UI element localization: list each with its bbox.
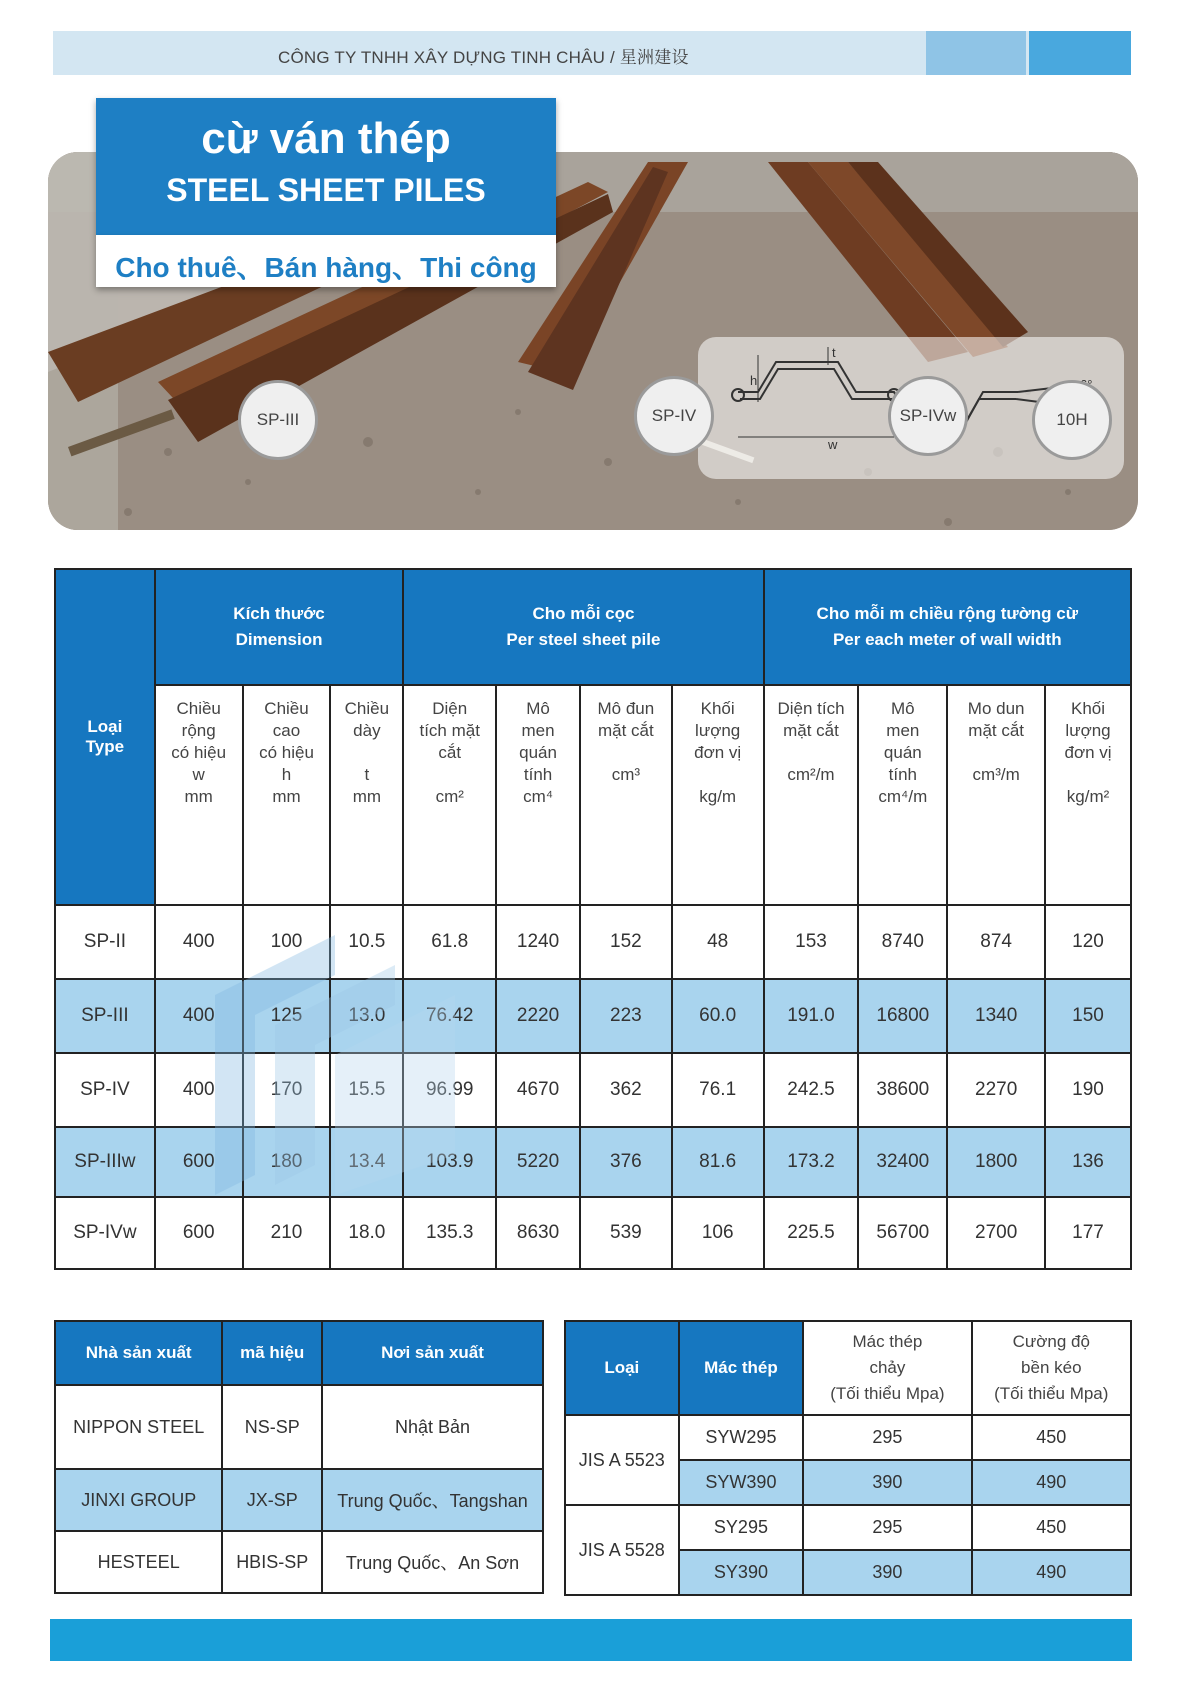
col-area-per-m: Diện tích mặt cắt cm²/m	[764, 685, 859, 905]
company-name: CÔNG TY TNHH XÂY DỰNG TINH CHÂU / 星洲建设	[278, 48, 689, 67]
specification-table	[54, 568, 1132, 1270]
col-area: Diện tích mặt cắt cm²	[403, 685, 496, 905]
table-row: JIS A 5523 SYW295 295 450	[565, 1415, 1131, 1460]
table-row: JINXI GROUP JX-SP Trung Quốc、Tangshan	[55, 1469, 543, 1531]
per-meter-group-header: Cho mỗi m chiều rộng tường cừ Per each meter of wall width	[764, 569, 1131, 685]
per-pile-group-header: Cho mỗi cọc Per steel sheet pile	[403, 569, 763, 685]
table-row: SP-IIIw 600 180 13.4 103.9 5220 376 81.6 173.2 32400 1800 136	[55, 1127, 1131, 1197]
col-thickness: Chiều dày t mm	[330, 685, 403, 905]
header-yield: Mác thép chảy (Tối thiểu Mpa)	[803, 1321, 971, 1415]
header-bar	[53, 31, 1131, 75]
standard-cell: JIS A 5528	[565, 1505, 679, 1595]
standard-cell: JIS A 5523	[565, 1415, 679, 1505]
header-tensile: Cường độ bền kéo (Tối thiểu Mpa)	[972, 1321, 1131, 1415]
header-grade: Mác thép	[679, 1321, 804, 1415]
manufacturer-table	[54, 1320, 544, 1594]
header-code: mã hiệu	[222, 1321, 322, 1385]
badge-10h: 10H	[1032, 380, 1112, 460]
table-row: SP-III 400 125 13.0 76.42 2220 223 60.0 191.0 16800 1340 150	[55, 979, 1131, 1053]
diagram-label-t: t	[832, 345, 836, 360]
col-moment-per-m: Mô men quán tính cm⁴/m	[858, 685, 947, 905]
dimension-group-header: Kích thước Dimension	[155, 569, 404, 685]
header-accent-dark	[1029, 31, 1131, 75]
services-text: Cho thuê、Bán hàng、Thi công	[115, 252, 537, 283]
header-origin: Nơi sản xuất	[322, 1321, 543, 1385]
header-accent-light	[926, 31, 1026, 75]
table-row: SYW390 390 490	[565, 1460, 1131, 1505]
header-type: Loại	[565, 1321, 679, 1415]
title-vietnamese: cừ ván thép	[201, 114, 451, 163]
col-moment: Mô men quán tính cm⁴	[496, 685, 580, 905]
col-height: Chiều cao có hiệu h mm	[243, 685, 331, 905]
header-manufacturer: Nhà sản xuất	[55, 1321, 222, 1385]
table-row: HESTEEL HBIS-SP Trung Quốc、An Sơn	[55, 1531, 543, 1593]
table-row: NIPPON STEEL NS-SP Nhật Bản	[55, 1385, 543, 1469]
steel-grade-table	[564, 1320, 1132, 1596]
services-box	[96, 235, 556, 287]
col-mass: Khối lượng đơn vị kg/m	[672, 685, 764, 905]
type-header: Loại Type	[55, 569, 155, 905]
col-mass-per-m2: Khối lượng đơn vị kg/m²	[1045, 685, 1131, 905]
badge-sp-iv: SP-IV	[634, 376, 714, 456]
table-row: SP-II 400 100 10.5 61.8 1240 152 48 153 8740 874 120	[55, 905, 1131, 979]
table-row: SP-IVw 600 210 18.0 135.3 8630 539 106 225.5 56700 2700 177	[55, 1197, 1131, 1269]
badge-sp-ivw: SP-IVw	[888, 376, 968, 456]
diagram-label-w: w	[828, 437, 838, 452]
col-width: Chiều rộng có hiệu w mm	[155, 685, 243, 905]
col-modulus-per-m: Mo dun mặt cắt cm³/m	[947, 685, 1045, 905]
badge-sp-iii: SP-III	[238, 380, 318, 460]
table-row: SP-IV 400 170 15.5 96.99 4670 362 76.1 242.5 38600 2270 190	[55, 1053, 1131, 1127]
diagram-label-h: h	[750, 373, 758, 388]
subheader-row	[55, 685, 1131, 905]
table-row: JIS A 5528 SY295 295 450	[565, 1505, 1131, 1550]
title-box	[96, 98, 556, 235]
footer-bar	[50, 1619, 1132, 1661]
title-english: STEEL SHEET PILES	[166, 172, 486, 208]
table-row: SY390 390 490	[565, 1550, 1131, 1595]
col-modulus: Mô đun mặt cắt cm³	[580, 685, 672, 905]
